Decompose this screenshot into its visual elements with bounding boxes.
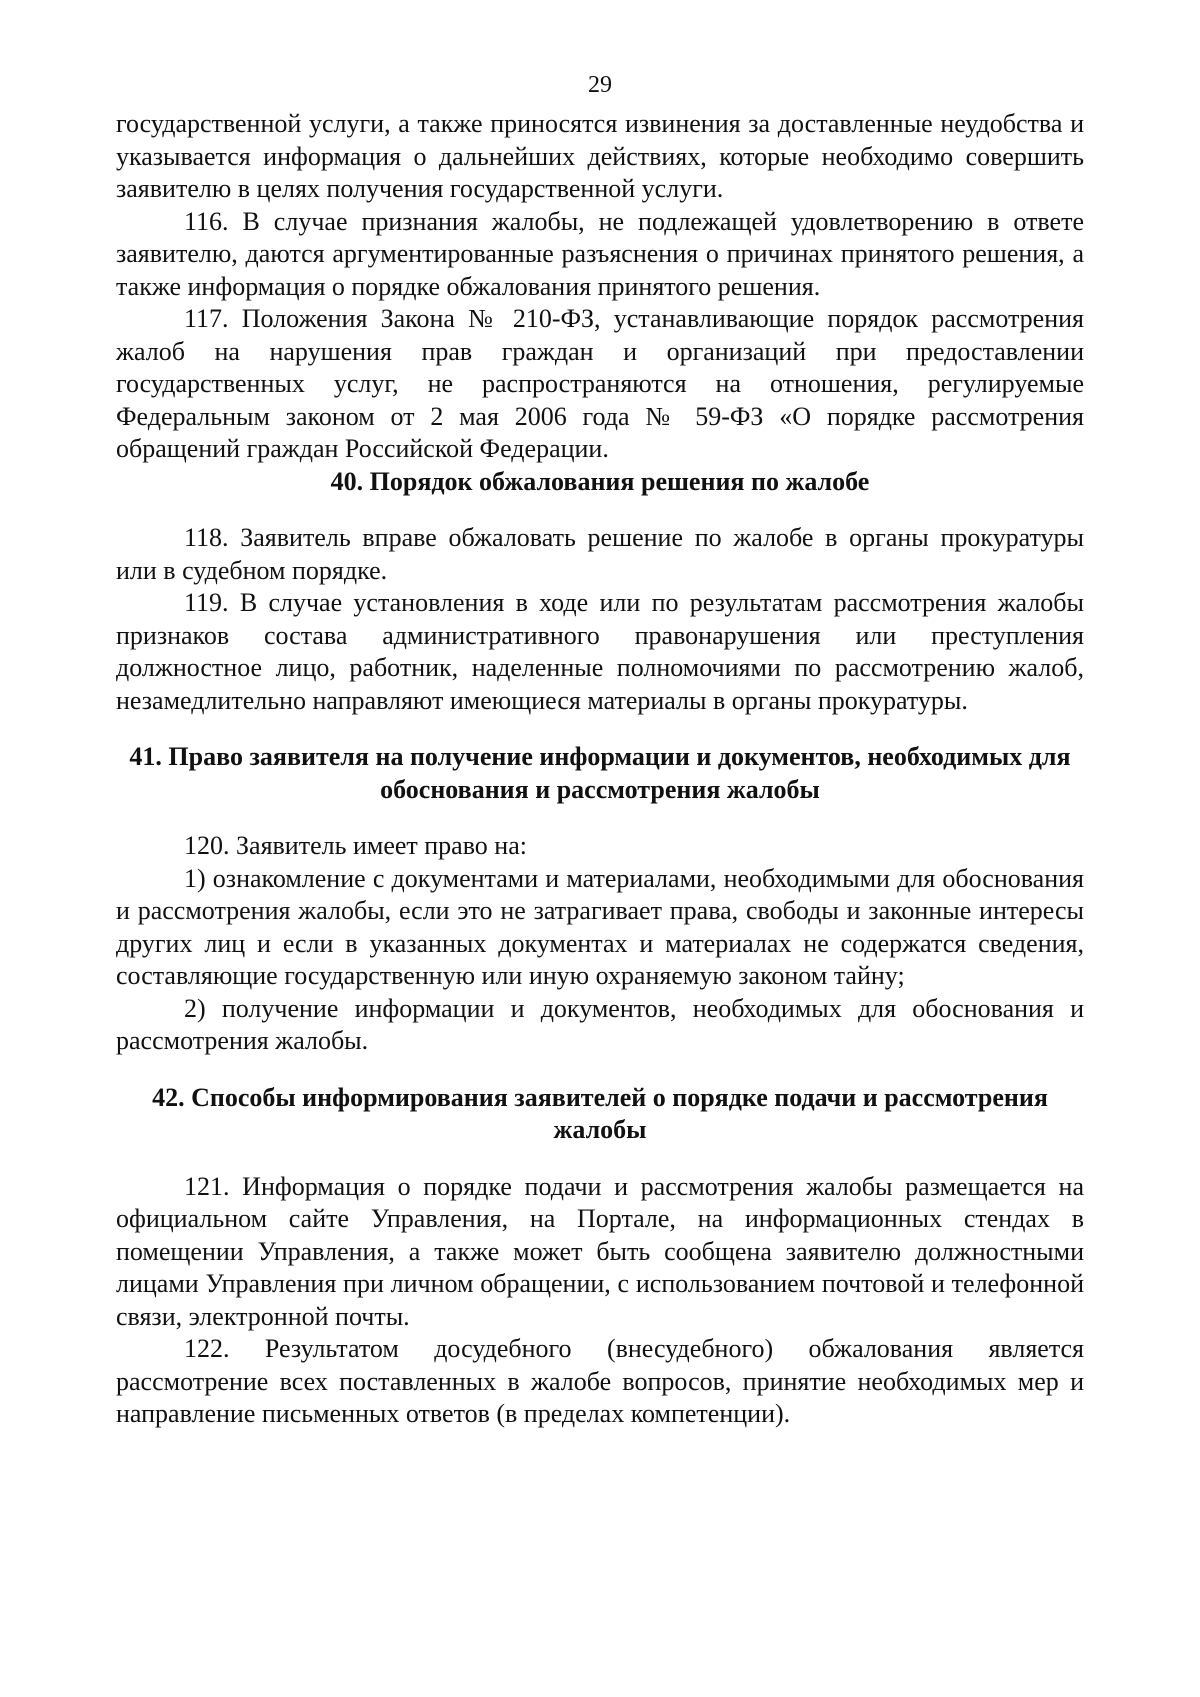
section-heading-40: 40. Порядок обжалования решения по жалобе (330, 466, 870, 496)
paragraph-122: 122. Результатом досудебного (внесудебного) обжалования является рассмотрение всех поставленных в жалобе вопросов, принятие необходимых мер и направление письменных ответов (в пределах компетенции). (116, 1334, 1084, 1428)
paragraph-116: 116. В случае признания жалобы, не подлежащей удовлетворению в ответе заявителю, даются аргументированные разъяснения о причинах принятого решения, а также информация о порядке обжалования принятого решения. (116, 206, 1084, 301)
paragraph-119: 119. В случае установления в ходе или по результатам рассмотрения жалобы признаков состава административного правонарушения или преступления должностное лицо, работник, наделенные полномочиями по рассмотрению жалоб, незамедлительно направляют имеющиеся материалы в органы прокуратуры. (116, 588, 1084, 715)
page-number: 29 (588, 72, 612, 98)
paragraph-120: 120. Заявитель имеет право на: (184, 831, 527, 860)
paragraph-120-item-1: 1) ознакомление с документами и материалами, необходимыми для обоснования и рассмотрения жалобы, если это не затрагивает права, свободы и законные интересы других лиц и если в указанных документах и материалах не содержатся сведения, составляющие государственную или иную охраняемую законом тайну; (116, 863, 1084, 990)
section-heading-42: 42. Способы информирования заявителей о порядке подачи и рассмотрения жалобы (152, 1082, 1048, 1144)
section-heading-41: 41. Право заявителя на получение информации и документов, необходимых для обоснования и рассмотрения жалобы (129, 742, 1071, 804)
paragraph-121: 121. Информация о порядке подачи и рассмотрения жалобы размещается на официальном сайте Управления, на Портале, на информационных стендах в помещении Управления, а также может быть сообщена заявителю должностными лицами Управления при личном обращении, с использованием почтовой и телефонной связи, электронной почты. (116, 1171, 1084, 1331)
paragraph-118: 118. Заявитель вправе обжаловать решение по жалобе в органы прокуратуры или в судебном порядке. (116, 523, 1084, 585)
paragraph-117: 117. Положения Закона № 210-ФЗ, устанавливающие порядок рассмотрения жалоб на нарушения прав граждан и организаций при предоставлении государственных услуг, не распространяются на отношения, регулируемые Федеральным законом от 2 мая 2006 года № 59-ФЗ «О порядке рассмотрения обращений граждан Российской Федерации. (116, 304, 1084, 463)
paragraph-120-item-2: 2) получение информации и документов, необходимых для обоснования и рассмотрения жалобы. (116, 993, 1084, 1055)
paragraph-continuation: государственной услуги, а также приносятся извинения за доставленные неудобства и указывается информация о дальнейших действиях, которые необходимо совершить заявителю в целях получения государственной услуги. (116, 109, 1084, 203)
document-page (116, 70, 1084, 1431)
